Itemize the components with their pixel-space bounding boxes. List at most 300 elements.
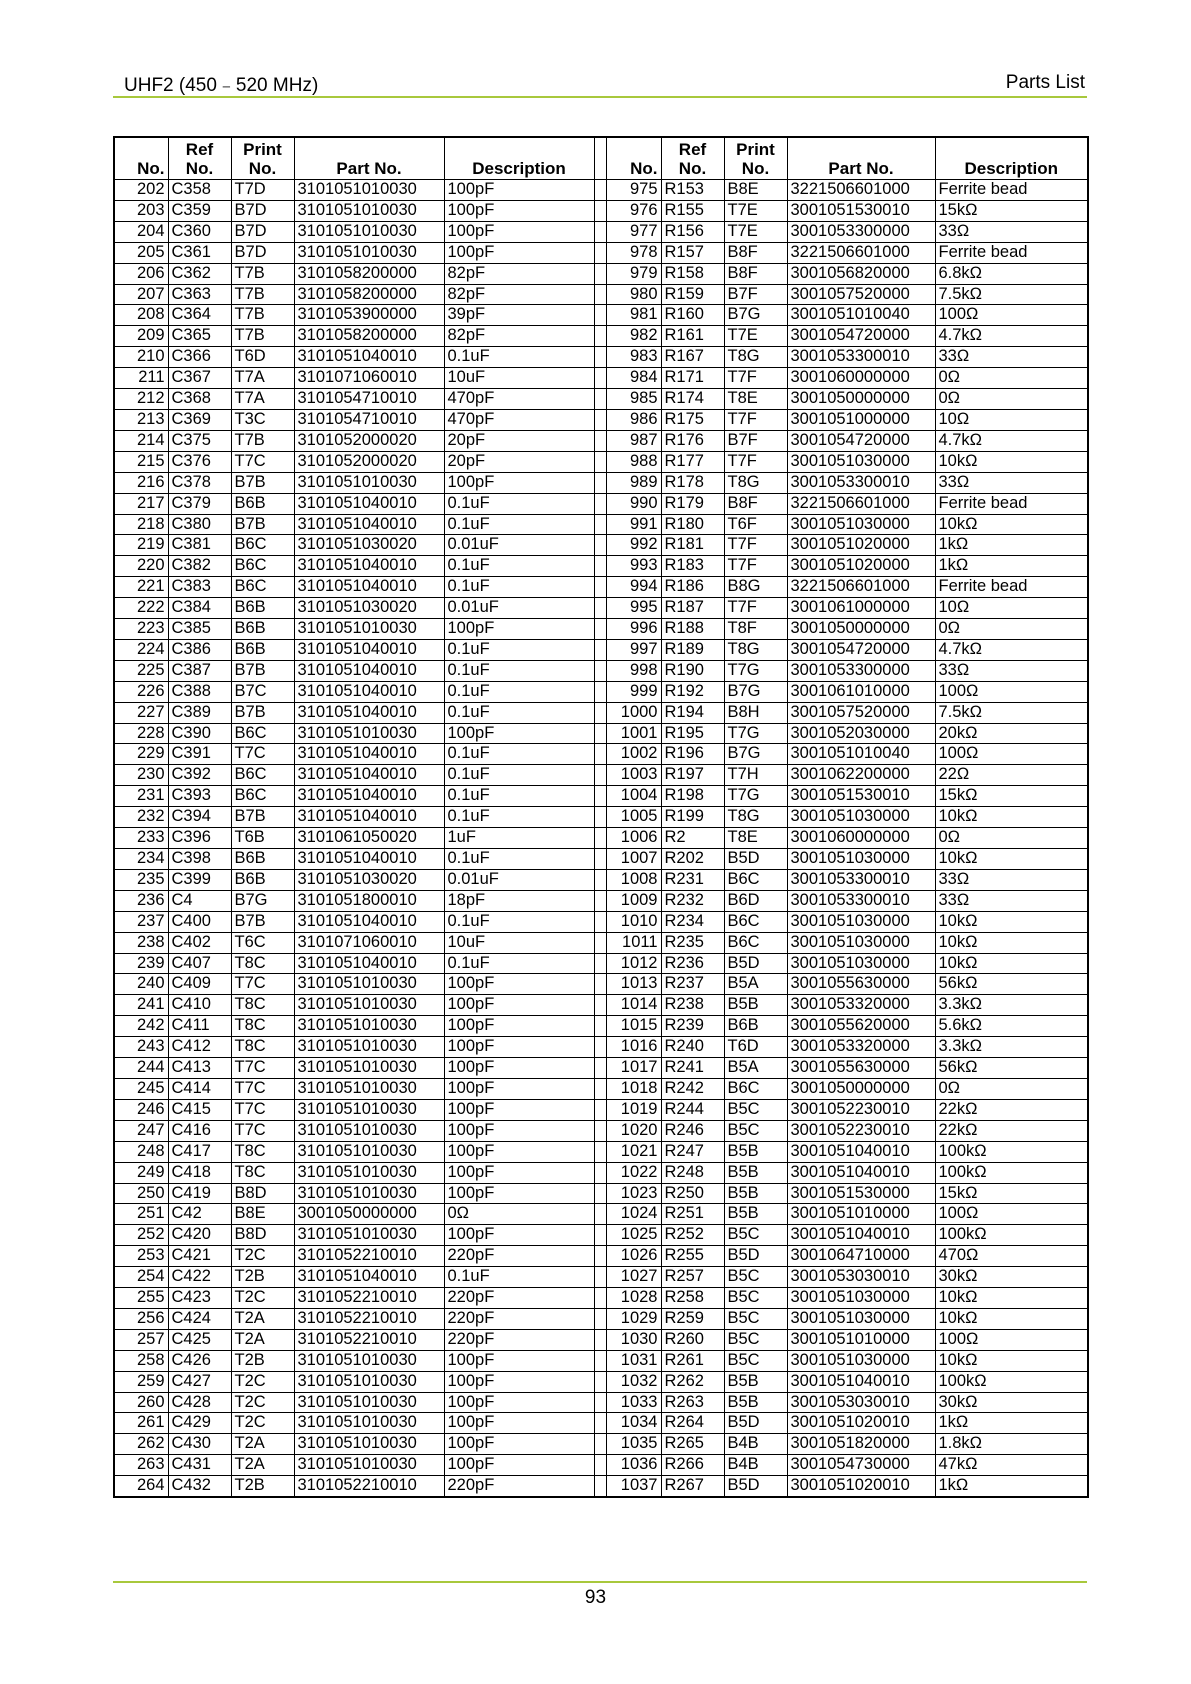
cell-ref: C384 (168, 598, 231, 619)
column-separator (594, 849, 606, 870)
cell-print: B6C (231, 786, 294, 807)
cell-desc: 56kΩ (935, 974, 1088, 995)
cell-print: B8F (724, 263, 787, 284)
table-row (114, 619, 1088, 640)
cell-part: 3001056820000 (787, 263, 935, 284)
cell-desc: 100pF (444, 1162, 594, 1183)
cell-ref: C386 (168, 639, 231, 660)
cell-print: B8F (724, 493, 787, 514)
cell-print: B5C (724, 1099, 787, 1120)
cell-print: B6C (231, 535, 294, 556)
cell-no: 250 (114, 1183, 168, 1204)
cell-part: 3001053320000 (787, 1037, 935, 1058)
cell-part: 3001051030000 (787, 1288, 935, 1309)
cell-no: 230 (114, 765, 168, 786)
cell-desc: 220pF (444, 1476, 594, 1497)
cell-no: 246 (114, 1099, 168, 1120)
cell-print: B5D (724, 1413, 787, 1434)
cell-desc: 100pF (444, 995, 594, 1016)
cell-part: 3001051030000 (787, 932, 935, 953)
cell-ref: R195 (661, 723, 724, 744)
table-row (114, 556, 1088, 577)
cell-part: 3001053300010 (787, 472, 935, 493)
cell-print: T6B (231, 828, 294, 849)
column-separator (594, 1350, 606, 1371)
table-row (114, 284, 1088, 305)
cell-desc: 30kΩ (935, 1267, 1088, 1288)
cell-part: 3101051010030 (294, 1099, 444, 1120)
cell-part: 3101051040010 (294, 849, 444, 870)
cell-part: 3101051040010 (294, 911, 444, 932)
cell-ref: R261 (661, 1350, 724, 1371)
cell-print: T7C (231, 451, 294, 472)
cell-print: B5B (724, 1371, 787, 1392)
cell-part: 3001052030000 (787, 723, 935, 744)
cell-no: 231 (114, 786, 168, 807)
cell-part: 3101058200000 (294, 263, 444, 284)
column-separator (594, 514, 606, 535)
cell-no: 1022 (606, 1162, 661, 1183)
cell-ref: R190 (661, 660, 724, 681)
cell-ref: C422 (168, 1267, 231, 1288)
cell-desc: 20pF (444, 430, 594, 451)
cell-desc: 0.1uF (444, 577, 594, 598)
cell-ref: C412 (168, 1037, 231, 1058)
cell-no: 1011 (606, 932, 661, 953)
cell-ref: R157 (661, 242, 724, 263)
cell-desc: 82pF (444, 326, 594, 347)
cell-desc: 100pF (444, 1413, 594, 1434)
cell-ref: C369 (168, 409, 231, 430)
cell-desc: 39pF (444, 305, 594, 326)
column-separator (594, 1162, 606, 1183)
cell-no: 232 (114, 807, 168, 828)
cell-part: 3001051040010 (787, 1371, 935, 1392)
cell-part: 3101054710010 (294, 409, 444, 430)
table-row (114, 577, 1088, 598)
cell-print: T8E (724, 828, 787, 849)
cell-print: T7C (231, 744, 294, 765)
cell-ref: R156 (661, 221, 724, 242)
table-row (114, 598, 1088, 619)
cell-print: T7C (231, 1058, 294, 1079)
cell-desc: Ferrite bead (935, 577, 1088, 598)
table-row (114, 911, 1088, 932)
cell-desc: 18pF (444, 890, 594, 911)
cell-print: B6B (231, 869, 294, 890)
column-separator (594, 326, 606, 347)
cell-ref: R158 (661, 263, 724, 284)
cell-no: 235 (114, 869, 168, 890)
cell-desc: 15kΩ (935, 200, 1088, 221)
cell-ref: R263 (661, 1392, 724, 1413)
table-row (114, 660, 1088, 681)
cell-part: 3001051020000 (787, 556, 935, 577)
cell-part: 3101051010030 (294, 1455, 444, 1476)
cell-print: B5C (724, 1350, 787, 1371)
cell-part: 3221506601000 (787, 577, 935, 598)
cell-ref: R189 (661, 639, 724, 660)
cell-part: 3101071060010 (294, 932, 444, 953)
cell-no: 259 (114, 1371, 168, 1392)
column-separator (594, 702, 606, 723)
cell-desc: 22kΩ (935, 1120, 1088, 1141)
cell-desc: 6.8kΩ (935, 263, 1088, 284)
cell-ref: C421 (168, 1246, 231, 1267)
cell-part: 3101052000020 (294, 451, 444, 472)
cell-no: 1026 (606, 1246, 661, 1267)
cell-no: 996 (606, 619, 661, 640)
cell-print: B5B (724, 1204, 787, 1225)
table-row (114, 1225, 1088, 1246)
cell-part: 3001050000000 (294, 1204, 444, 1225)
cell-desc: 33Ω (935, 221, 1088, 242)
cell-ref: C411 (168, 1016, 231, 1037)
cell-print: B6B (231, 849, 294, 870)
cell-desc: 0.1uF (444, 911, 594, 932)
cell-no: 1014 (606, 995, 661, 1016)
document-title: UHF2 (450﹣520 MHz) (124, 75, 319, 96)
cell-desc: 0.1uF (444, 660, 594, 681)
cell-ref: R186 (661, 577, 724, 598)
cell-desc: 100pF (444, 723, 594, 744)
cell-print: T2A (231, 1455, 294, 1476)
cell-no: 255 (114, 1288, 168, 1309)
cell-part: 3101052210010 (294, 1246, 444, 1267)
column-separator (594, 1267, 606, 1288)
cell-print: B8F (724, 242, 787, 263)
cell-ref: C389 (168, 702, 231, 723)
cell-desc: 15kΩ (935, 1183, 1088, 1204)
table-row (114, 953, 1088, 974)
column-separator (594, 765, 606, 786)
cell-desc: Ferrite bead (935, 180, 1088, 201)
cell-print: T2C (231, 1371, 294, 1392)
cell-no: 1010 (606, 911, 661, 932)
cell-no: 256 (114, 1308, 168, 1329)
cell-no: 222 (114, 598, 168, 619)
cell-part: 3101051010030 (294, 619, 444, 640)
cell-ref: C413 (168, 1058, 231, 1079)
cell-ref: C424 (168, 1308, 231, 1329)
cell-part: 3101051010030 (294, 180, 444, 201)
cell-part: 3101052210010 (294, 1329, 444, 1350)
cell-desc: 4.7kΩ (935, 430, 1088, 451)
cell-desc: 20pF (444, 451, 594, 472)
table-row (114, 702, 1088, 723)
cell-print: T7F (724, 451, 787, 472)
cell-desc: 100pF (444, 1371, 594, 1392)
cell-no: 1015 (606, 1016, 661, 1037)
cell-desc: 470Ω (935, 1246, 1088, 1267)
cell-desc: 0.1uF (444, 681, 594, 702)
cell-ref: C409 (168, 974, 231, 995)
cell-part: 3101051010030 (294, 1141, 444, 1162)
cell-ref: R192 (661, 681, 724, 702)
cell-desc: 0Ω (935, 828, 1088, 849)
cell-no: 241 (114, 995, 168, 1016)
cell-part: 3101051010030 (294, 974, 444, 995)
cell-ref: C4 (168, 890, 231, 911)
column-separator (594, 723, 606, 744)
cell-print: T8C (231, 1141, 294, 1162)
cell-print: B5D (724, 953, 787, 974)
cell-desc: 0Ω (935, 1078, 1088, 1099)
cell-no: 264 (114, 1476, 168, 1497)
cell-desc: 4.7kΩ (935, 639, 1088, 660)
column-separator (594, 242, 606, 263)
cell-print: B7B (231, 702, 294, 723)
cell-no: 227 (114, 702, 168, 723)
cell-part: 3101051040010 (294, 1267, 444, 1288)
section-title: Parts List (1005, 72, 1085, 93)
cell-no: 1009 (606, 890, 661, 911)
cell-part: 3001051530000 (787, 1183, 935, 1204)
cell-part: 3001050000000 (787, 619, 935, 640)
column-separator (594, 305, 606, 326)
cell-ref: R239 (661, 1016, 724, 1037)
footer-rule (113, 1581, 1087, 1583)
cell-ref: C429 (168, 1413, 231, 1434)
cell-no: 1030 (606, 1329, 661, 1350)
cell-part: 3001051010040 (787, 744, 935, 765)
cell-part: 3101053900000 (294, 305, 444, 326)
cell-ref: R188 (661, 619, 724, 640)
column-separator (594, 409, 606, 430)
cell-no: 224 (114, 639, 168, 660)
cell-no: 223 (114, 619, 168, 640)
cell-print: B5C (724, 1225, 787, 1246)
cell-print: B6C (231, 723, 294, 744)
cell-ref: C407 (168, 953, 231, 974)
cell-no: 983 (606, 347, 661, 368)
cell-part: 3101051010030 (294, 1120, 444, 1141)
cell-print: T7A (231, 389, 294, 410)
table-row (114, 1183, 1088, 1204)
table-row (114, 681, 1088, 702)
cell-no: 263 (114, 1455, 168, 1476)
cell-desc: 100Ω (935, 305, 1088, 326)
cell-part: 3101051040010 (294, 514, 444, 535)
cell-ref: R264 (661, 1413, 724, 1434)
cell-part: 3001057520000 (787, 702, 935, 723)
col-no-left: No. (114, 137, 168, 180)
cell-no: 216 (114, 472, 168, 493)
cell-no: 998 (606, 660, 661, 681)
column-separator (594, 639, 606, 660)
table-row (114, 368, 1088, 389)
cell-desc: 100pF (444, 200, 594, 221)
cell-no: 240 (114, 974, 168, 995)
cell-desc: 100pF (444, 1455, 594, 1476)
cell-desc: 5.6kΩ (935, 1016, 1088, 1037)
cell-no: 219 (114, 535, 168, 556)
cell-ref: R159 (661, 284, 724, 305)
cell-desc: 33Ω (935, 472, 1088, 493)
cell-print: B5B (724, 1183, 787, 1204)
cell-no: 1019 (606, 1099, 661, 1120)
cell-desc: 33Ω (935, 890, 1088, 911)
cell-desc: 10kΩ (935, 514, 1088, 535)
cell-part: 3101051010030 (294, 1016, 444, 1037)
cell-part: 3101054710010 (294, 389, 444, 410)
cell-ref: R231 (661, 869, 724, 890)
cell-desc: 3.3kΩ (935, 995, 1088, 1016)
column-separator (594, 932, 606, 953)
cell-ref: R238 (661, 995, 724, 1016)
table-row (114, 451, 1088, 472)
cell-no: 1000 (606, 702, 661, 723)
cell-part: 3101051010030 (294, 1037, 444, 1058)
cell-desc: 10Ω (935, 598, 1088, 619)
cell-desc: 0Ω (935, 368, 1088, 389)
cell-part: 3101051040010 (294, 744, 444, 765)
cell-no: 205 (114, 242, 168, 263)
cell-no: 252 (114, 1225, 168, 1246)
cell-print: T8C (231, 1016, 294, 1037)
cell-desc: 470pF (444, 389, 594, 410)
cell-print: T6D (724, 1037, 787, 1058)
cell-desc: 0Ω (935, 619, 1088, 640)
cell-no: 975 (606, 180, 661, 201)
cell-desc: 33Ω (935, 660, 1088, 681)
cell-desc: 100pF (444, 1392, 594, 1413)
cell-part: 3101051030020 (294, 869, 444, 890)
table-row (114, 932, 1088, 953)
cell-desc: 1kΩ (935, 1413, 1088, 1434)
col-print-right: Print No. (724, 137, 787, 180)
cell-part: 3101051040010 (294, 786, 444, 807)
column-separator (594, 1058, 606, 1079)
table-row (114, 1267, 1088, 1288)
cell-desc: 10kΩ (935, 451, 1088, 472)
column-separator (594, 1099, 606, 1120)
table-row (114, 1204, 1088, 1225)
cell-part: 3101051010030 (294, 1078, 444, 1099)
cell-desc: 100Ω (935, 1329, 1088, 1350)
col-desc-left: Description (444, 137, 594, 180)
cell-part: 3001053300010 (787, 869, 935, 890)
cell-ref: R240 (661, 1037, 724, 1058)
cell-part: 3101051040010 (294, 577, 444, 598)
column-separator (594, 619, 606, 640)
cell-desc: 100kΩ (935, 1225, 1088, 1246)
table-header-row (114, 137, 1088, 180)
cell-no: 238 (114, 932, 168, 953)
cell-ref: R246 (661, 1120, 724, 1141)
cell-desc: 10uF (444, 368, 594, 389)
table-row (114, 430, 1088, 451)
cell-ref: C420 (168, 1225, 231, 1246)
cell-print: T7B (231, 284, 294, 305)
cell-desc: 0.01uF (444, 598, 594, 619)
cell-ref: R160 (661, 305, 724, 326)
table-row (114, 995, 1088, 1016)
cell-desc: 0.1uF (444, 953, 594, 974)
cell-print: T7A (231, 368, 294, 389)
cell-part: 3001051030000 (787, 514, 935, 535)
cell-ref: C431 (168, 1455, 231, 1476)
cell-no: 1032 (606, 1371, 661, 1392)
column-separator (594, 744, 606, 765)
cell-ref: C358 (168, 180, 231, 201)
cell-part: 3001051040010 (787, 1141, 935, 1162)
cell-part: 3001053300000 (787, 660, 935, 681)
cell-desc: 0.1uF (444, 786, 594, 807)
column-separator (594, 1183, 606, 1204)
cell-part: 3001051820000 (787, 1434, 935, 1455)
cell-part: 3221506601000 (787, 493, 935, 514)
cell-print: B7D (231, 242, 294, 263)
column-separator (594, 660, 606, 681)
cell-ref: R180 (661, 514, 724, 535)
cell-print: B7G (724, 305, 787, 326)
cell-print: T7H (724, 765, 787, 786)
cell-no: 1013 (606, 974, 661, 995)
cell-ref: C402 (168, 932, 231, 953)
column-separator (594, 953, 606, 974)
cell-no: 262 (114, 1434, 168, 1455)
cell-ref: C376 (168, 451, 231, 472)
cell-ref: C415 (168, 1099, 231, 1120)
cell-print: B5B (724, 1141, 787, 1162)
cell-no: 987 (606, 430, 661, 451)
cell-part: 3001064710000 (787, 1246, 935, 1267)
cell-part: 3101051040010 (294, 807, 444, 828)
cell-ref: C432 (168, 1476, 231, 1497)
cell-ref: R232 (661, 890, 724, 911)
cell-ref: C367 (168, 368, 231, 389)
cell-ref: C391 (168, 744, 231, 765)
cell-part: 3001051040010 (787, 1225, 935, 1246)
table-row (114, 326, 1088, 347)
cell-no: 217 (114, 493, 168, 514)
cell-desc: 22Ω (935, 765, 1088, 786)
cell-part: 3001055620000 (787, 1016, 935, 1037)
column-separator (594, 1120, 606, 1141)
cell-print: T7G (724, 786, 787, 807)
cell-print: B6C (724, 1078, 787, 1099)
cell-part: 3001051030000 (787, 849, 935, 870)
cell-part: 3101051800010 (294, 890, 444, 911)
cell-part: 3001051040010 (787, 1162, 935, 1183)
cell-print: B6B (231, 619, 294, 640)
cell-no: 994 (606, 577, 661, 598)
cell-ref: C379 (168, 493, 231, 514)
cell-part: 3001051030000 (787, 1308, 935, 1329)
column-separator (594, 911, 606, 932)
cell-part: 3001062200000 (787, 765, 935, 786)
cell-ref: R2 (661, 828, 724, 849)
cell-desc: 0.1uF (444, 556, 594, 577)
column-separator (594, 180, 606, 201)
cell-desc: 0Ω (444, 1204, 594, 1225)
cell-no: 221 (114, 577, 168, 598)
column-separator (594, 1455, 606, 1476)
cell-print: T7F (724, 409, 787, 430)
cell-part: 3101051010030 (294, 242, 444, 263)
cell-desc: 100kΩ (935, 1371, 1088, 1392)
table-row (114, 1120, 1088, 1141)
column-separator (594, 995, 606, 1016)
cell-part: 3001053030010 (787, 1267, 935, 1288)
cell-ref: R234 (661, 911, 724, 932)
cell-part: 3001055630000 (787, 1058, 935, 1079)
cell-ref: C396 (168, 828, 231, 849)
cell-print: T2C (231, 1246, 294, 1267)
cell-part: 3101051040010 (294, 681, 444, 702)
cell-part: 3001050000000 (787, 1078, 935, 1099)
